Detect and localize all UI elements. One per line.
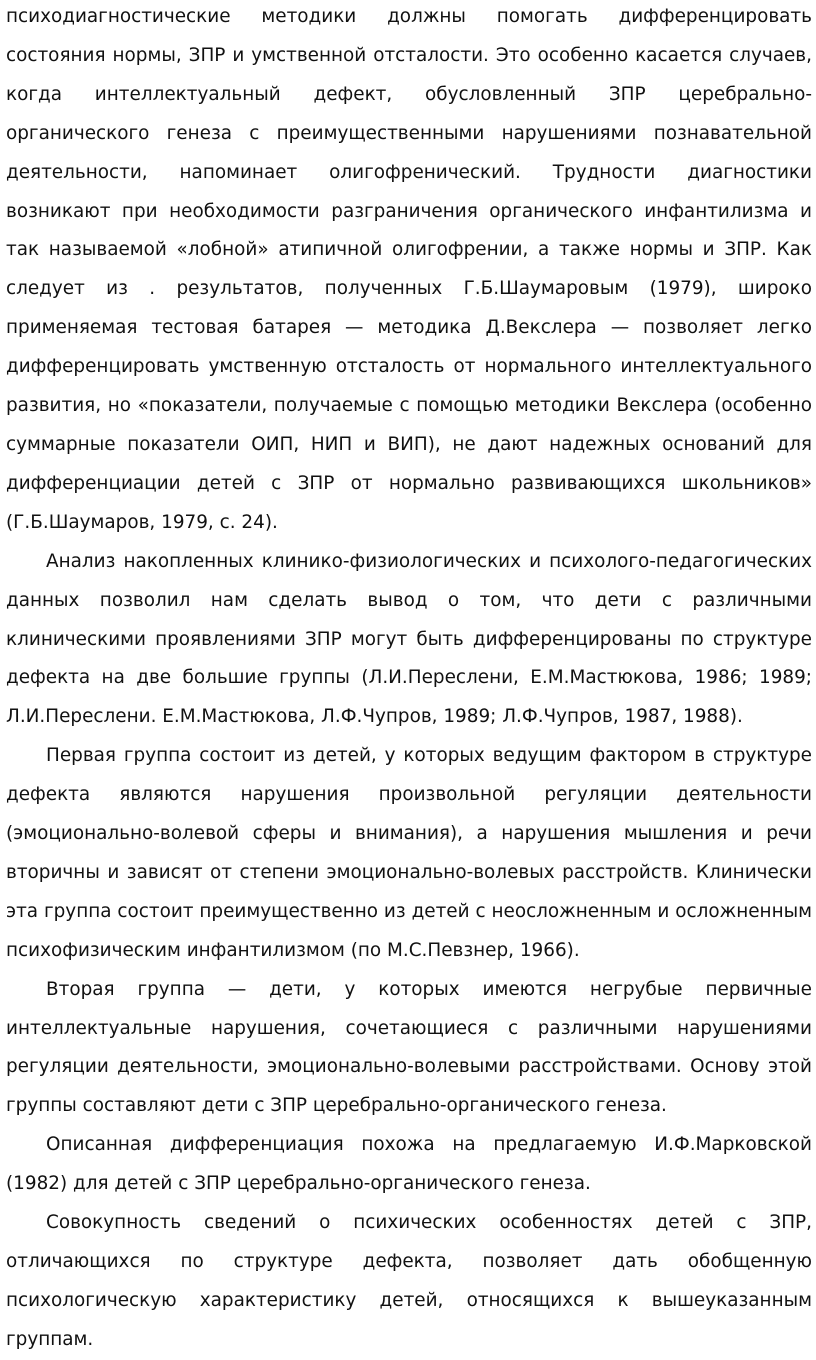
paragraph-first-group: Первая группа состоит из детей, у которых ведущим фактором в структуре дефекта являются нарушения произвольной регуляции деятельности (эмоционально-волевой сферы и внимания), а нарушения мышления и речи вторичны и зависят от степени эмоционально-волевых расстройств. Клинически эта группа состоит преимущественно из детей с неосложненным и осложненным психофизическим инфантилизмом (по М.С.Певзнер, 1966). — [6, 745, 812, 961]
paragraph-analysis: Анализ накопленных клинико-физиологических и психолого-педагогических данных позволил нам сделать вывод о том, что дети с различными клиническими проявлениями ЗПР могут быть дифференцированы по структуре дефекта на две большие группы (Л.И.Переслени, Е.М.Мастюкова, 1986; 1989; Л.И.Переслени. Е.М.Мастюкова, Л.Ф.Чупров, 1989; Л.Ф.Чупров, 1987, 1988). — [6, 550, 812, 728]
document-page — [6, 0, 812, 1360]
paragraph-continuation: психодиагностические методики должны помогать дифференцировать состояния нормы, ЗПР и умственной отсталости. Это особенно касается случаев, когда интеллектуальный дефект, обусловленный ЗПР церебрально-органического генеза с преимущественными нарушениями познавательной деятельности, напоминает олигофренический. Трудности диагностики возникают при необходимости разграничения органического инфантилизма и так называемой «лобной» атипичной олигофрении, а также нормы и ЗПР. Как следует из . результатов, полученных Г.Б.Шаумаровым (1979), широко применяемая тестовая батарея — методика Д.Векслера — позволяет легко дифференцировать умственную отсталость от нормального интеллектуального развития, но «показатели, получаемые с помощью методики Векслера (особенно суммарные показатели ОИП, НИП и ВИП), не дают надежных оснований для дифференциации детей с ЗПР от нормально развивающихся школьников» (Г.Б.Шаумаров, 1979, с. 24). — [6, 6, 812, 533]
paragraph-differentiation: Описанная дифференциация похожа на предлагаемую И.Ф.Марковской (1982) для детей с ЗПР церебрально-органического генеза. — [6, 1134, 812, 1195]
paragraph-summary: Совокупность сведений о психических особенностях детей с ЗПР, отличающихся по структуре дефекта, позволяет дать обобщенную психологическую характеристику детей, относящихся к вышеуказанным группам. — [6, 1212, 812, 1350]
paragraph-second-group: Вторая группа — дети, у которых имеются негрубые первичные интеллектуальные нарушения, сочетающиеся с различными нарушениями регуляции деятельности, эмоционально-волевыми расстройствами. Основу этой группы составляют дети с ЗПР церебрально-органического генеза. — [6, 978, 812, 1117]
